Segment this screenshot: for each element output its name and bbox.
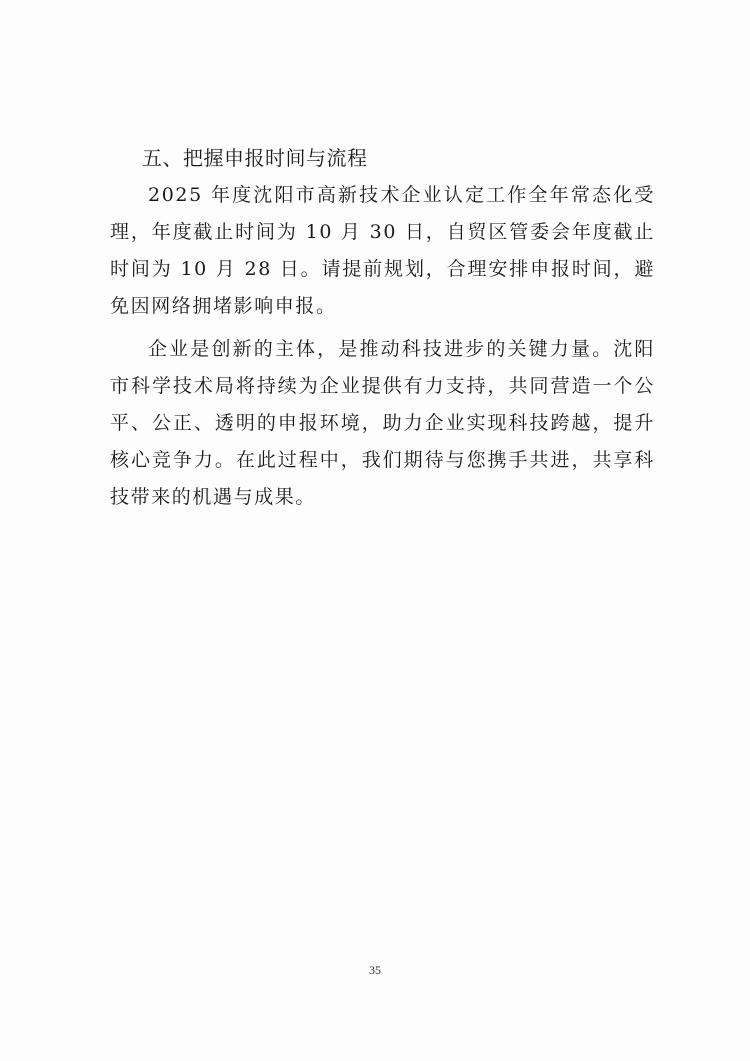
paragraph-closing: 企业是创新的主体，是推动科技进步的关键力量。沈阳市科学技术局将持续为企业提供有力支持，共同营造一个公平、公正、透明的申报环境，助力企业实现科技跨越，提升核心竞争力。在此过程中，我们期待与您携手共进，共享科技带来的机遇与成果。 — [110, 338, 655, 508]
document-body — [110, 140, 655, 522]
page-number: 35 — [369, 963, 381, 977]
section-heading: 五、把握申报时间与流程 — [142, 146, 368, 170]
paragraph-deadline: 2025 年度沈阳市高新技术企业认定工作全年常态化受理，年度截止时间为 10 月 30 日，自贸区管委会年度截止时间为 10 月 28 日。请提前规划，合理安排申报时间，避免因网络拥堵影响申报。 — [110, 184, 655, 317]
